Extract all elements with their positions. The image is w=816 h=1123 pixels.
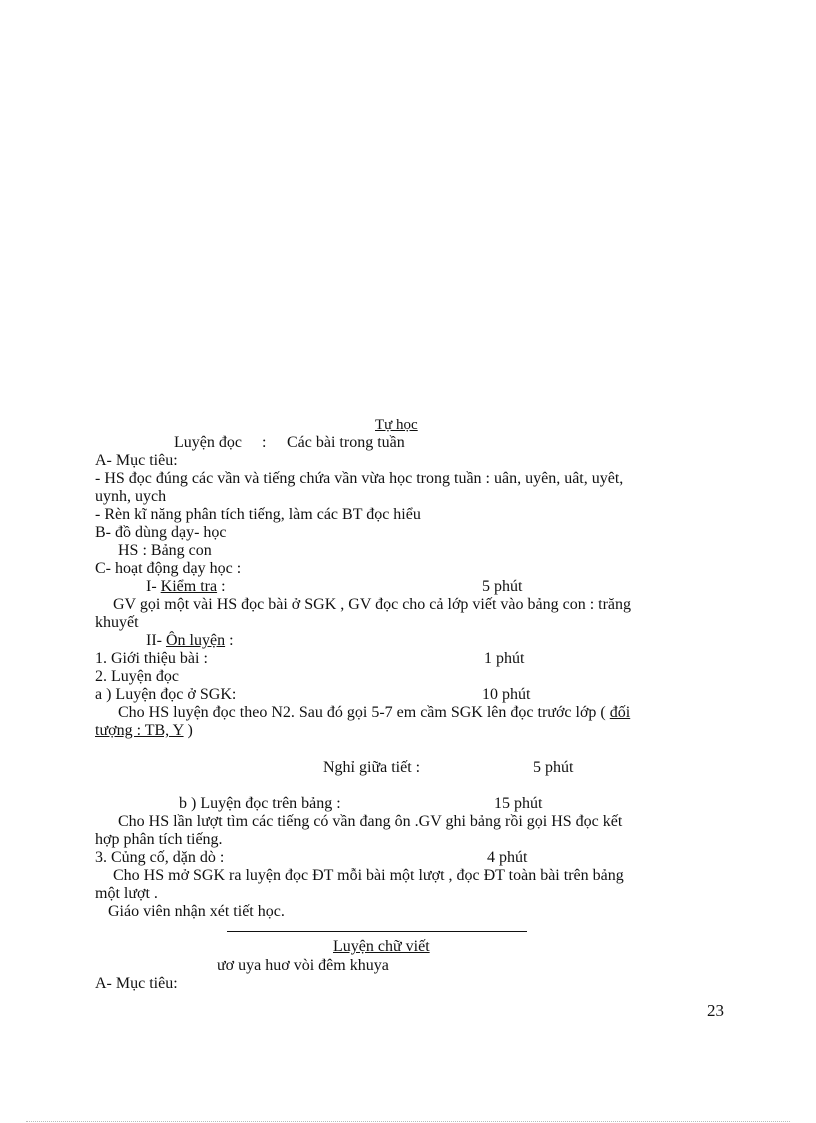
step-2b: b ) Luyện đọc trên bảng : (179, 795, 341, 812)
section-i-desc-line-2: khuyết (95, 614, 139, 631)
step-2a-desc-line-1 (118, 704, 630, 722)
step-1-time: 1 phút (484, 650, 525, 667)
section-ii-label: Ôn luyện (165, 632, 226, 649)
step-2a-time: 10 phút (482, 686, 531, 703)
lesson-subtitle-colon: : (262, 434, 267, 451)
step-3-desc-line-1: Cho HS mở SGK ra luyện đọc ĐT mỗi bài một lượt , đọc ĐT toàn bài trên bảng (113, 867, 624, 884)
step-3-desc-line-2: một lượt . (95, 885, 158, 902)
objective-2: - Rèn kĩ năng phân tích tiếng, làm các BT đọc hiểu (95, 506, 421, 523)
section-ii-heading (146, 632, 234, 650)
objective-1-line-1: - HS đọc đúng các vần và tiếng chứa vần vừa học trong tuần : uân, uyên, uât, uyêt, (95, 470, 624, 487)
materials-heading: B- đồ dùng dạy- học (95, 524, 227, 541)
section-ii-prefix: II- (146, 632, 166, 649)
step-1: 1. Giới thiệu bài : (95, 650, 208, 667)
page-title: Tự học (375, 417, 418, 433)
step-2a-desc-text: Cho HS luyện đọc theo N2. Sau đó gọi 5-7 em cầm SGK lên đọc trước lớp ( (118, 704, 610, 721)
step-2b-time: 15 phút (494, 795, 543, 812)
activities-heading: C- hoạt động dạy học : (95, 560, 242, 577)
page-bottom-border (26, 1121, 790, 1122)
section-i-prefix: I- (146, 578, 161, 595)
step-2a-desc-target-cont: tượng : TB, Y (95, 722, 184, 739)
objectives-heading: A- Mục tiêu: (95, 452, 178, 469)
section-divider (227, 931, 527, 932)
step-3-time: 4 phút (487, 849, 528, 866)
step-2a-desc-close: ) (183, 722, 193, 739)
section-i-heading (146, 578, 226, 596)
step-2a-desc-target: đối (609, 704, 631, 721)
section-i-desc-line-1: GV gọi một vài HS đọc bài ở SGK , GV đọc cho cả lớp viết vào bảng con : trăng (113, 596, 632, 613)
break-label: Nghỉ giữa tiết : (323, 759, 421, 776)
section-i-time: 5 phút (482, 578, 523, 595)
step-2b-desc-line-2: hợp phân tích tiếng. (95, 831, 223, 848)
section-2-subtitle: ươ uya huơ vòi đêm khuya (217, 957, 389, 974)
break-time: 5 phút (533, 759, 574, 776)
section-ii-colon: : (225, 632, 234, 649)
section-2-objectives-heading: A- Mục tiêu: (95, 975, 178, 992)
section-i-colon: : (217, 578, 226, 595)
section-i-label: Kiểm tra (160, 578, 218, 595)
step-2a: a ) Luyện đọc ở SGK: (95, 686, 237, 703)
step-2a-desc-line-2 (95, 722, 193, 740)
objective-1-line-2: uynh, uych (95, 488, 167, 505)
closing-note: Giáo viên nhận xét tiết học. (108, 903, 285, 920)
lesson-subtitle-name: Luyện đọc (174, 434, 242, 451)
step-3: 3. Củng cố, dặn dò : (95, 849, 225, 866)
materials-item: HS : Bảng con (118, 542, 212, 559)
step-2: 2. Luyện đọc (95, 668, 179, 685)
lesson-subtitle-topic: Các bài trong tuần (287, 434, 405, 451)
page-number: 23 (707, 1001, 724, 1020)
section-2-title: Luyện chữ viết (333, 938, 430, 955)
step-2b-desc-line-1: Cho HS lần lượt tìm các tiếng có vần đang ôn .GV ghi bảng rồi gọi HS đọc kết (118, 813, 623, 830)
